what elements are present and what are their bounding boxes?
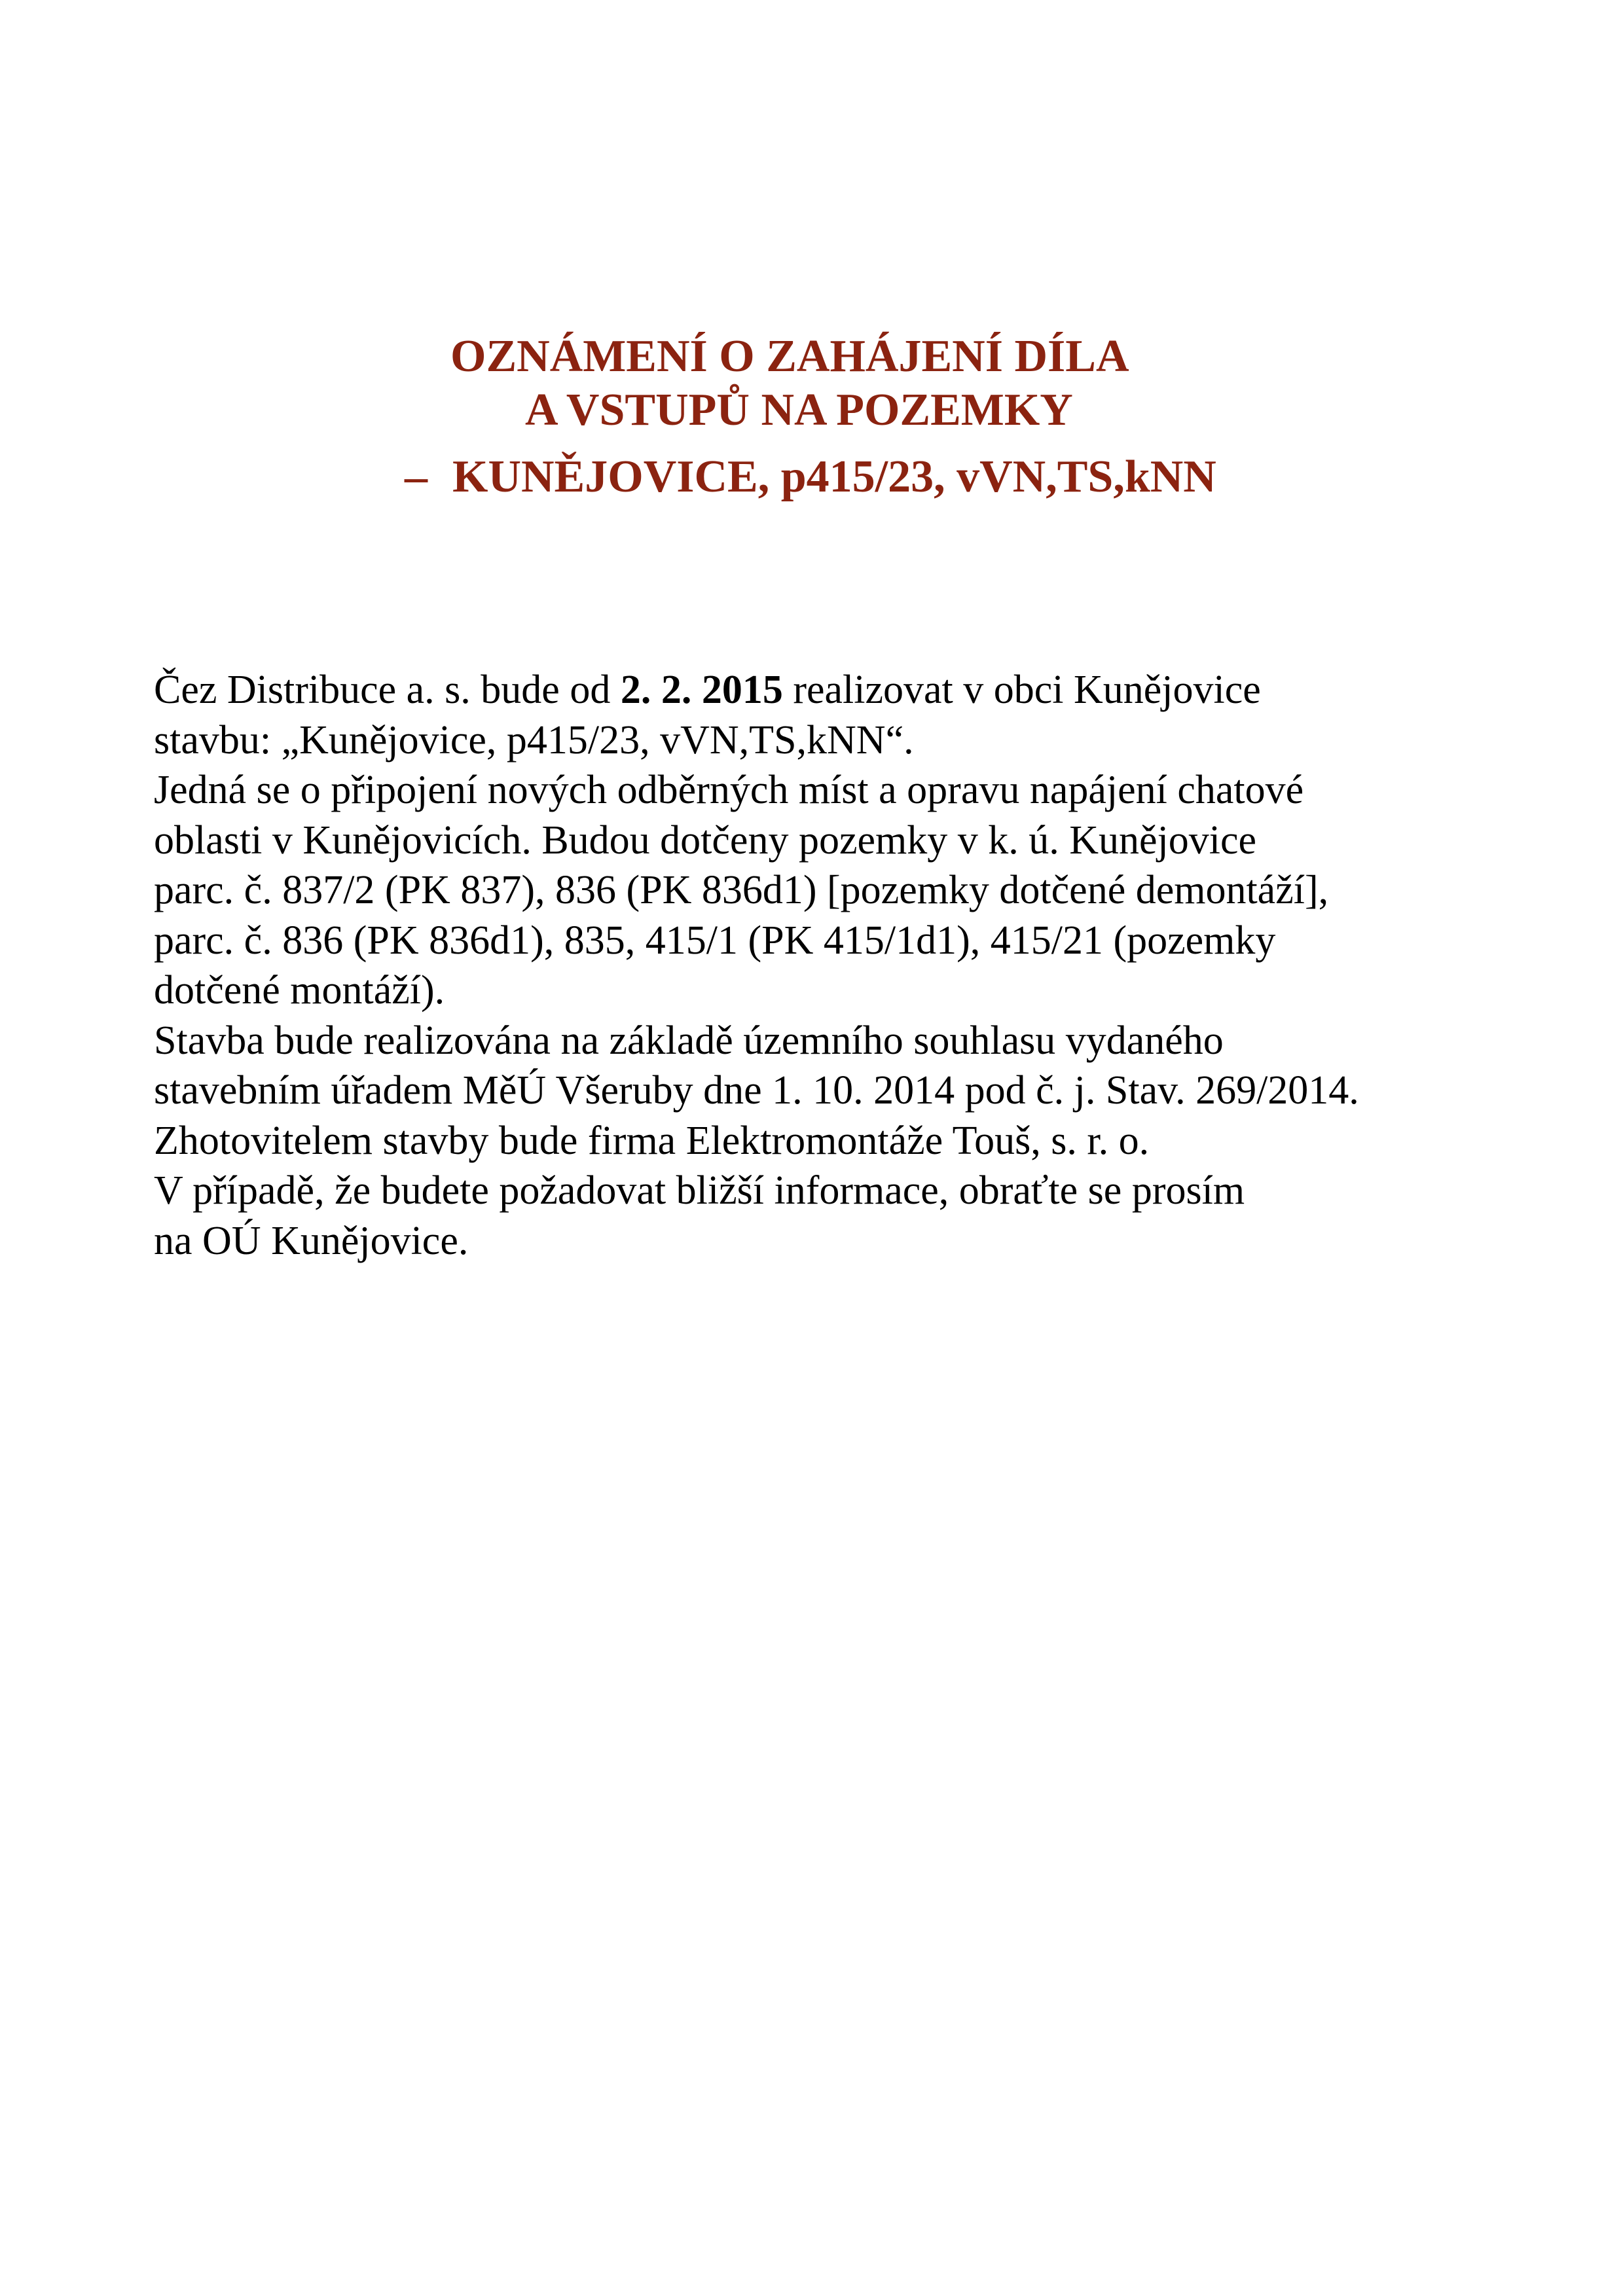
body-line-1 <box>154 665 1529 715</box>
body-line-10: Zhotovitelem stavby bude firma Elektromontáže Touš, s. r. o. <box>154 1118 1150 1163</box>
title-line-3 <box>405 448 1216 507</box>
body-line-6: parc. č. 836 (PK 836d1), 835, 415/1 (PK 415/1d1), 415/21 (pozemky <box>154 918 1276 963</box>
start-date: 2. 2. 2015 <box>620 668 783 712</box>
body-line-1-pre: Čez Distribuce a. s. bude od <box>154 668 621 712</box>
body-line-1-post: realizovat v obci Kunějovice <box>782 668 1261 712</box>
body-line-4: oblasti v Kunějovicích. Budou dotčeny pozemky v k. ú. Kunějovice <box>154 817 1256 863</box>
body-line-2: stavbu: „Kunějovice, p415/23, vVN,TS,kNN“. <box>154 717 914 762</box>
body-line-3: Jedná se o připojení nových odběrných míst a opravu napájení chatové <box>154 768 1304 812</box>
body-line-9: stavebním úřadem MěÚ Všeruby dne 1. 10. 2014 pod č. j. Stav. 269/2014. <box>154 1068 1359 1113</box>
title-line-3-text: KUNĚJOVICE, p415/23, vVN,TS,kNN <box>452 452 1216 502</box>
body-line-5: parc. č. 837/2 (PK 837), 836 (PK 836d1) [pozemky dotčené demontáží], <box>154 868 1329 912</box>
notice-body <box>154 665 1529 1266</box>
body-line-11: V případě, že budete požadovat bližší informace, obraťte se prosím <box>154 1168 1245 1213</box>
title-dash: – <box>405 452 428 502</box>
title-line-1: OZNÁMENÍ O ZAHÁJENÍ DÍLA <box>450 331 1129 382</box>
body-line-7: dotčené montáží). <box>154 968 445 1013</box>
body-line-12: na OÚ Kunějovice. <box>154 1218 469 1263</box>
title-line-2: A VSTUPŮ NA POZEMKY <box>525 385 1073 435</box>
body-line-8: Stavba bude realizována na základě územního souhlasu vydaného <box>154 1018 1224 1063</box>
